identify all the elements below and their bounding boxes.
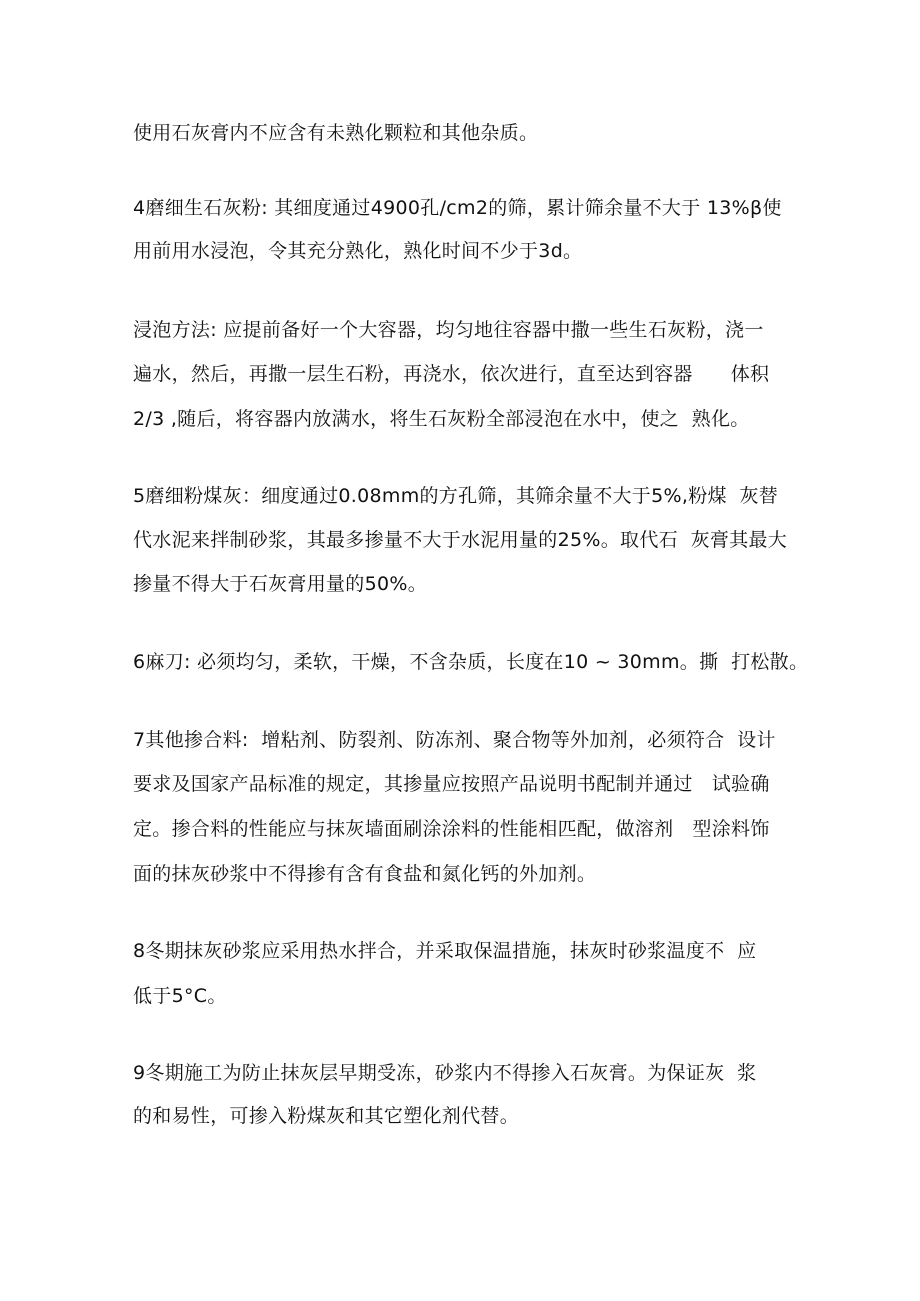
paragraph-line: 7其他掺合料: 增粘剂、防裂剂、防冻剂、聚合物等外加剂，必须符合 设计 xyxy=(133,729,776,751)
paragraph-line: 使用石灰膏内不应含有未熟化颗粒和其他杂质。 xyxy=(133,122,539,144)
paragraph-line: 8冬期抹灰砂浆应采用热水拌合，并采取保温措施，抹灰时砂浆温度不 应 xyxy=(133,940,757,962)
paragraph-line: 5磨细粉煤灰：细度通过0.08mm的方孔筛，其筛余量不大于5%,粉煤 灰替 xyxy=(133,485,779,507)
paragraph-line: 用前用水浸泡，令其充分熟化，熟化时间不少于3d。 xyxy=(133,240,583,262)
paragraph-line: 2/3 ,随后，将容器内放满水，将生石灰粉全部浸泡在水中，使之 熟化。 xyxy=(133,408,750,430)
paragraph-line: 低于5°C。 xyxy=(133,985,227,1007)
paragraph-line: 的和易性，可掺入粉煤灰和其它塑化剂代替。 xyxy=(133,1105,520,1127)
paragraph-line: 9冬期施工为防止抹灰层早期受冻，砂浆内不得掺入石灰膏。为保证灰 浆 xyxy=(133,1062,757,1084)
paragraph-line: 遍水，然后，再撒一层生石粉，再浇水，依次进行，直至达到容器 体积 xyxy=(133,363,770,385)
paragraph-line: 4磨细生石灰粉: 其细度通过4900孔/cm2的筛，累计筛余量不大于 13%β使 xyxy=(133,197,782,219)
paragraph-line: 要求及国家产品标准的规定，其掺量应按照产品说明书配制并通过 试验确 xyxy=(133,773,770,795)
paragraph-line: 代水泥来拌制砂浆，其最多掺量不大于水泥用量的25%。取代石 灰膏其最大 xyxy=(133,529,788,551)
paragraph-line: 定。掺合料的性能应与抹灰墙面刷涂涂料的性能相匹配，做溶剂 型涂料饰 xyxy=(133,818,770,840)
paragraph-line: 6麻刀: 必须均匀，柔软，干燥，不含杂质，长度在10 ~ 30mm。撕 打松散。 xyxy=(133,651,809,673)
paragraph-line: 掺量不得大于石灰膏用量的50%。 xyxy=(133,573,428,595)
paragraph-line: 浸泡方法: 应提前备好一个大容器，均匀地往容器中撒一些生石灰粉，浇一 xyxy=(133,319,764,341)
paragraph-line: 面的抹灰砂浆中不得掺有含有食盐和氮化钙的外加剂。 xyxy=(133,863,597,885)
